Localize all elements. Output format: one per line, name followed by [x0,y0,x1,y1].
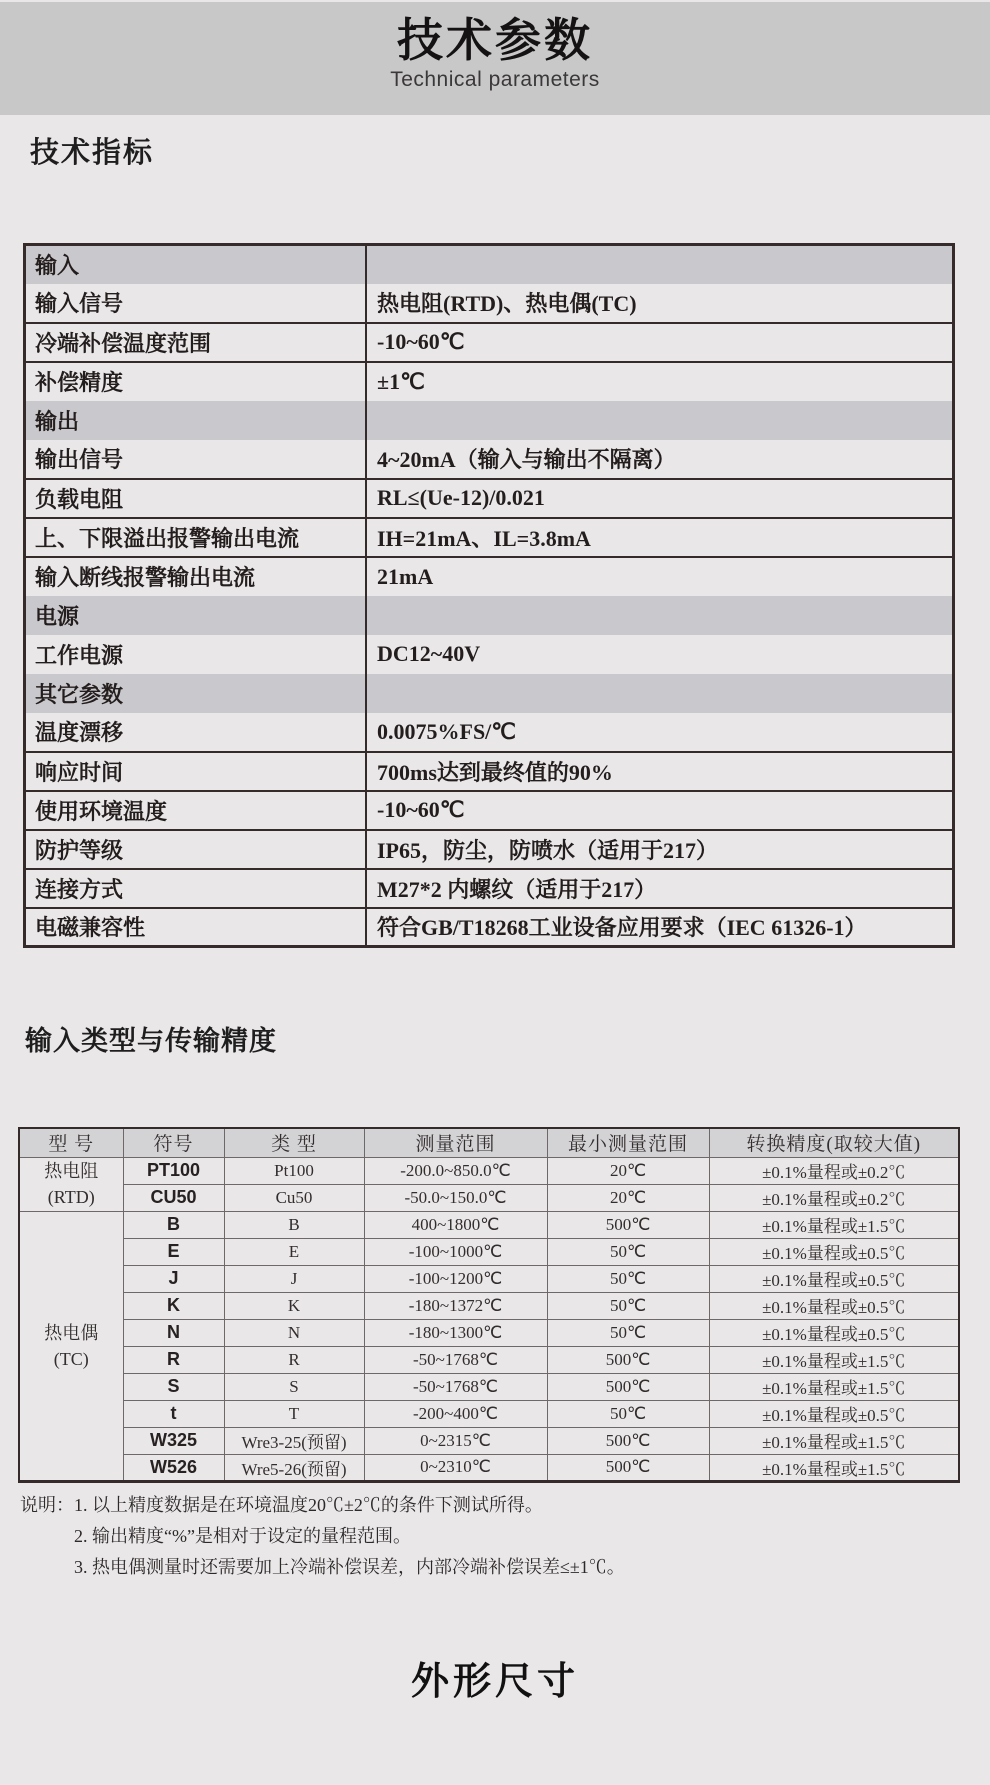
spec-label: 连接方式 [25,869,367,908]
accuracy-table-head [19,1128,959,1157]
spec-label: 上、下限溢出报警输出电流 [25,518,367,557]
accuracy-min-range: 500℃ [547,1454,709,1481]
accuracy-row [19,1400,959,1427]
accuracy-min-range: 20℃ [547,1184,709,1211]
accuracy-precision: ±0.1%量程或±1.5℃ [709,1373,959,1400]
accuracy-min-range: 20℃ [547,1157,709,1184]
spec-section-row [25,245,954,284]
spec-value: IP65，防尘，防喷水（适用于217） [366,830,954,869]
spec-value: 0.0075%FS/℃ [366,713,954,752]
accuracy-type: S [224,1373,364,1400]
accuracy-min-range: 500℃ [547,1346,709,1373]
notes-prefix: 说明： [20,1495,74,1515]
accuracy-range: 0~2315℃ [364,1427,547,1454]
accuracy-type: B [224,1211,364,1238]
spec-label: 冷端补偿温度范围 [25,323,367,362]
spec-section-row [25,596,954,635]
spec-label: 温度漂移 [25,713,367,752]
accuracy-group-label-line: (RTD) [47,1187,95,1207]
note-item: 3. 热电偶测量时还需要加上冷端补偿误差，内部冷端补偿误差≤±1℃。 [74,1557,625,1577]
accuracy-type: Pt100 [224,1157,364,1184]
accuracy-col-header: 类 型 [224,1128,364,1157]
spec-row [25,284,954,323]
accuracy-symbol: PT100 [123,1157,224,1184]
accuracy-symbol: R [123,1346,224,1373]
accuracy-group-label-line: (TC) [53,1348,89,1369]
spec-value [366,674,954,713]
spec-label: 负载电阻 [25,479,367,518]
spec-row [25,908,954,947]
accuracy-type: Wre3-25(预留) [224,1427,364,1454]
accuracy-range: -180~1300℃ [364,1319,547,1346]
spec-label: 其它参数 [25,674,367,713]
accuracy-precision: ±0.1%量程或±0.2℃ [709,1184,959,1211]
accuracy-row [19,1427,959,1454]
accuracy-precision: ±0.1%量程或±1.5℃ [709,1346,959,1373]
accuracy-symbol: t [123,1400,224,1427]
accuracy-range: -50.0~150.0℃ [364,1184,547,1211]
accuracy-symbol: J [123,1265,224,1292]
accuracy-group-label-line: 热电阻 [44,1161,99,1181]
accuracy-type: K [224,1292,364,1319]
accuracy-row [19,1265,959,1292]
accuracy-range: -180~1372℃ [364,1292,547,1319]
accuracy-range: 0~2310℃ [364,1454,547,1481]
header-banner [0,2,990,115]
accuracy-precision: ±0.1%量程或±0.5℃ [709,1292,959,1319]
accuracy-col-header: 符号 [123,1128,224,1157]
accuracy-header-row [19,1128,959,1157]
accuracy-type: R [224,1346,364,1373]
spec-label: 输入信号 [25,284,367,323]
spec-row [25,557,954,596]
spec-value: -10~60℃ [366,323,954,362]
spec-row [25,830,954,869]
spec-label: 输出信号 [25,440,367,479]
spec-label: 电磁兼容性 [25,908,367,947]
spec-table [23,243,955,948]
accuracy-range: -100~1000℃ [364,1238,547,1265]
accuracy-row [19,1373,959,1400]
accuracy-type: N [224,1319,364,1346]
accuracy-min-range: 500℃ [547,1373,709,1400]
notes-list [74,1490,625,1583]
accuracy-min-range: 50℃ [547,1292,709,1319]
notes-block [20,1490,625,1583]
accuracy-group-label [19,1157,123,1211]
page-title: 技术参数 [397,14,593,66]
accuracy-range: -200.0~850.0℃ [364,1157,547,1184]
spec-value: ±1℃ [366,362,954,401]
accuracy-precision: ±0.1%量程或±1.5℃ [709,1427,959,1454]
spec-row [25,440,954,479]
spec-section-row [25,674,954,713]
accuracy-col-header: 转换精度(取较大值) [709,1128,959,1157]
accuracy-precision: ±0.1%量程或±1.5℃ [709,1454,959,1481]
accuracy-range: -200~400℃ [364,1400,547,1427]
spec-row [25,362,954,401]
spec-label: 响应时间 [25,752,367,791]
accuracy-row [19,1292,959,1319]
accuracy-symbol: B [123,1211,224,1238]
accuracy-symbol: W526 [123,1454,224,1481]
accuracy-type: E [224,1238,364,1265]
spec-row [25,713,954,752]
accuracy-group-label-line: 热电偶 [44,1322,99,1343]
spec-label: 补偿精度 [25,362,367,401]
spec-row [25,869,954,908]
spec-row [25,791,954,830]
accuracy-symbol: E [123,1238,224,1265]
accuracy-symbol: W325 [123,1427,224,1454]
accuracy-range: 400~1800℃ [364,1211,547,1238]
spec-value: RL≤(Ue-12)/0.021 [366,479,954,518]
spec-value [366,245,954,284]
accuracy-type: Wre5-26(预留) [224,1454,364,1481]
accuracy-type: Cu50 [224,1184,364,1211]
accuracy-col-header: 型 号 [19,1128,123,1157]
accuracy-type: T [224,1400,364,1427]
spec-label: 使用环境温度 [25,791,367,830]
section-heading-dimensions: 外形尺寸 [410,1661,579,1703]
note-item: 1. 以上精度数据是在环境温度20℃±2℃的条件下测试所得。 [74,1495,543,1515]
accuracy-table-body [19,1157,959,1481]
spec-row [25,323,954,362]
spec-value: 符合GB/T18268工业设备应用要求（IEC 61326-1） [366,908,954,947]
accuracy-range: -50~1768℃ [364,1373,547,1400]
accuracy-min-range: 500℃ [547,1427,709,1454]
spec-value [366,596,954,635]
accuracy-symbol: S [123,1373,224,1400]
spec-value: M27*2 内螺纹（适用于217） [366,869,954,908]
accuracy-symbol: N [123,1319,224,1346]
accuracy-group-label [19,1211,123,1481]
spec-value: -10~60℃ [366,791,954,830]
accuracy-row [19,1157,959,1184]
accuracy-min-range: 50℃ [547,1319,709,1346]
spec-row [25,479,954,518]
accuracy-col-header: 最小测量范围 [547,1128,709,1157]
accuracy-row [19,1238,959,1265]
accuracy-row [19,1454,959,1481]
note-item: 2. 输出精度“%”是相对于设定的量程范围。 [74,1526,411,1546]
section-heading-accuracy: 输入类型与传输精度 [25,1026,277,1056]
accuracy-row [19,1211,959,1238]
accuracy-row [19,1184,959,1211]
spec-value: IH=21mA、IL=3.8mA [366,518,954,557]
accuracy-precision: ±0.1%量程或±0.5℃ [709,1400,959,1427]
accuracy-min-range: 50℃ [547,1400,709,1427]
spec-label: 输出 [25,401,367,440]
spec-value: 21mA [366,557,954,596]
accuracy-symbol: K [123,1292,224,1319]
page-subtitle: Technical parameters [390,68,600,91]
accuracy-symbol: CU50 [123,1184,224,1211]
accuracy-table [18,1127,960,1483]
spec-row [25,635,954,674]
section-heading-specs: 技术指标 [30,137,155,169]
accuracy-row [19,1319,959,1346]
accuracy-precision: ±0.1%量程或±0.5℃ [709,1319,959,1346]
accuracy-type: J [224,1265,364,1292]
spec-label: 输入 [25,245,367,284]
spec-row [25,518,954,557]
accuracy-range: -100~1200℃ [364,1265,547,1292]
spec-value: DC12~40V [366,635,954,674]
accuracy-precision: ±0.1%量程或±0.2℃ [709,1157,959,1184]
accuracy-min-range: 50℃ [547,1265,709,1292]
accuracy-precision: ±0.1%量程或±0.5℃ [709,1238,959,1265]
accuracy-min-range: 500℃ [547,1211,709,1238]
spec-value: 热电阻(RTD)、热电偶(TC) [366,284,954,323]
spec-table-body [25,245,954,947]
spec-label: 工作电源 [25,635,367,674]
spec-label: 电源 [25,596,367,635]
spec-value: 700ms达到最终值的90% [366,752,954,791]
accuracy-col-header: 测量范围 [364,1128,547,1157]
accuracy-min-range: 50℃ [547,1238,709,1265]
accuracy-precision: ±0.1%量程或±1.5℃ [709,1211,959,1238]
spec-section-row [25,401,954,440]
accuracy-range: -50~1768℃ [364,1346,547,1373]
spec-value [366,401,954,440]
accuracy-row [19,1346,959,1373]
accuracy-precision: ±0.1%量程或±0.5℃ [709,1265,959,1292]
spec-label: 输入断线报警输出电流 [25,557,367,596]
spec-row [25,752,954,791]
spec-label: 防护等级 [25,830,367,869]
spec-value: 4~20mA（输入与输出不隔离） [366,440,954,479]
